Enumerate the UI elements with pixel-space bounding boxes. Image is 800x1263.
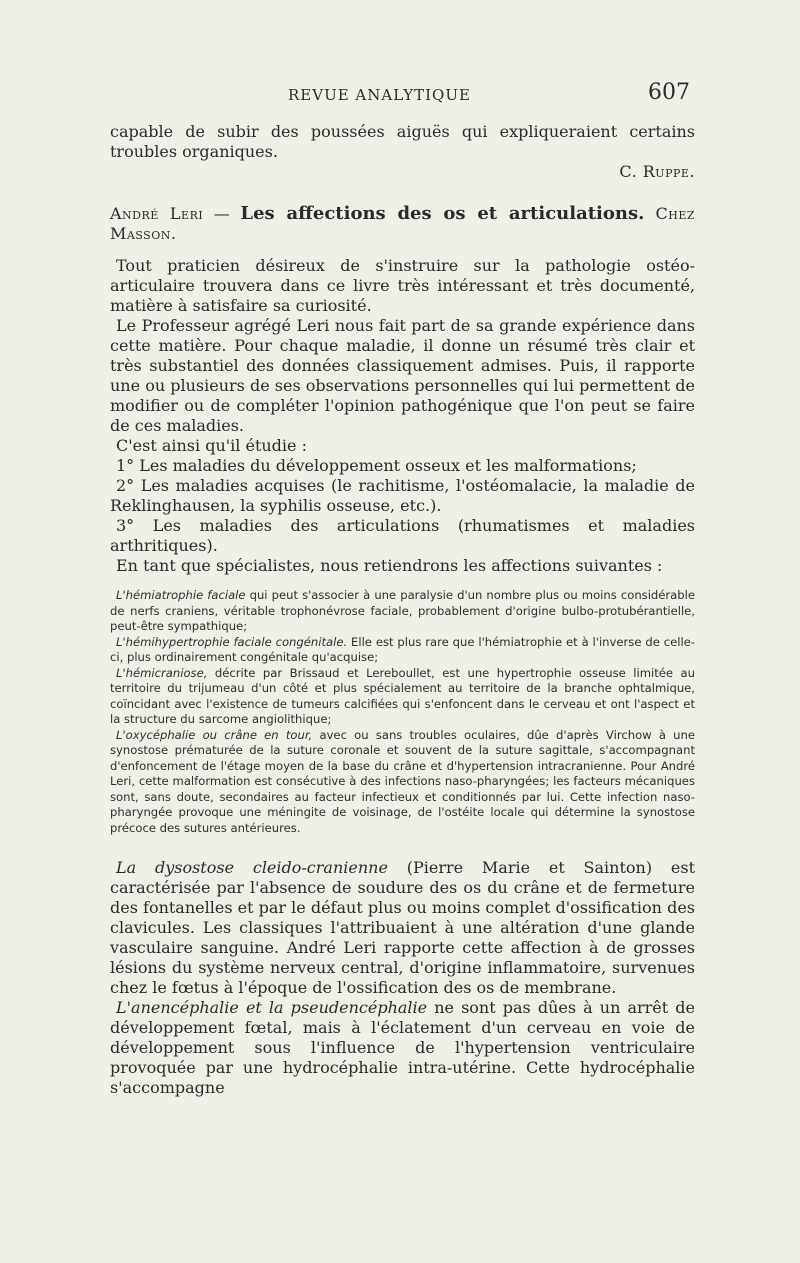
review-dash: — — [203, 204, 241, 223]
small-term: L'hémiatrophie faciale — [116, 588, 246, 602]
review-author: André Leri — [110, 204, 204, 223]
paragraph-text: (Pierre Marie et Sainton) est caractérisée par l'absence de soudure des os du crâne et de fermeture des fontanelles et par le défaut plus ou moins complet d'ossification des clavicules. Les classiques l'attribuaient à une altération d'une glande vasculaire sanguine. André Leri rapporte cette affection à de grosses lésions du système nerveux central, d'origine inflammatoire, survenues chez le fœtus à l'époque de l'ossification des os de membrane. — [110, 858, 695, 997]
small-paragraph — [110, 728, 695, 837]
small-term: L'oxycéphalie ou crâne en tour, — [116, 727, 313, 742]
small-term: L'hémihypertrophie faciale congénitale. — [116, 634, 348, 649]
previous-review-end: capable de subir des poussées aiguës qui expliqueraient certains troubles organiques. — [110, 122, 695, 161]
small-text: qui peut s'associer à une paralysie d'un nombre plus ou moins considérable de nerfs craniens, véritable trophonévrose faciale, probablement d'origine bulbo-protubérantielle, peut-être sympathique; — [110, 588, 696, 633]
paragraph-term: La dysostose cleido-cranienne — [116, 858, 388, 877]
previous-review-signature: C. Ruppe. — [619, 162, 695, 181]
small-paragraph — [110, 635, 695, 666]
review-list-item: 1° Les maladies du développement osseux et les malformations; — [116, 456, 637, 475]
review-paragraph: Le Professeur agrégé Leri nous fait part de sa grande expérience dans cette matière. Pour chaque maladie, il donne un résumé très clair et très substantiel des données classiquement admises. Puis, il rapporte une ou plusieurs de ses observations personnelles qui lui permettent de modifier ou de compléter l'opinion pathogénique que l'on peut se faire de ces maladies. — [110, 316, 695, 435]
review-list-item: 2° Les maladies acquises (le rachitisme, l'ostéomalacie, la maladie de Reklinghausen, la syphilis osseuse, etc.). — [110, 476, 695, 515]
review-paragraph: Tout praticien désireux de s'instruire sur la pathologie ostéo-articulaire trouvera dans ce livre très intéressant et très documenté, matière à satisfaire sa curiosité. — [110, 256, 695, 315]
review-publisher: Chez Masson. — [110, 204, 696, 243]
small-paragraph — [110, 666, 695, 728]
page-number: 607 — [648, 80, 690, 105]
review-paragraph: C'est ainsi qu'il étudie : — [116, 436, 307, 455]
review-book-title: Les affections des os et articulations. — [240, 203, 645, 224]
small-text: Elle est plus rare que l'hémiatrophie et à l'inverse de celle-ci, plus ordinairement congénitale qu'acquise; — [110, 634, 695, 664]
small-text: avec ou sans troubles oculaires, dûe d'après Virchow à une synostose prématurée de la suture coronale et souvent de la suture sagittale, s'accompagnant d'enfoncement de l'étage moyen de la base du crâne et d'hypertension intracranienne. Pour André Leri, cette malformation est consécutive à des infections naso-pharyngées; les facteurs mécaniques sont, sans doute, secondaires au facteur infectieux et conditionnés par lui. Cette infection naso-pharyngée provoque une méningite de voisinage, de l'ostéite locale qui détermine la synostose précoce des sutures antérieures. — [110, 727, 696, 835]
review-heading — [110, 204, 695, 244]
small-term: L'hémicraniose, — [116, 665, 208, 680]
paragraph-text: ne sont pas dûes à un arrêt de développement fœtal, mais à l'éclatement d'un cerveau en voie de développement sous l'influence de l'hypertension ventriculaire provoquée par une hydrocéphalie intra-utérine. Cette hydrocéphalie s'accompagne — [110, 998, 695, 1097]
review-paragraph — [110, 998, 695, 1098]
page-header — [110, 80, 690, 110]
review-paragraph — [110, 858, 695, 998]
page-body — [110, 122, 695, 1098]
small-text: décrite par Brissaud et Lereboullet, est une hypertrophie osseuse limitée au territoire du trijumeau d'un côté et plus spécialement au territoire de la branche ophtalmique, coïncidant avec l'existence de tumeurs calcifiées qui s'enfoncent dans le cerveau et ont l'aspect et la structure du sarcome angiolithique; — [110, 665, 695, 726]
paragraph-term: L'anencéphalie et la pseudencéphalie — [116, 998, 428, 1017]
review-list-item: 3° Les maladies des articulations (rhumatismes et maladies arthritiques). — [110, 516, 695, 555]
running-title: REVUE ANALYTIQUE — [288, 86, 471, 104]
review-paragraph: En tant que spécialistes, nous retiendrons les affections suivantes : — [116, 556, 663, 575]
small-paragraph — [110, 588, 695, 635]
